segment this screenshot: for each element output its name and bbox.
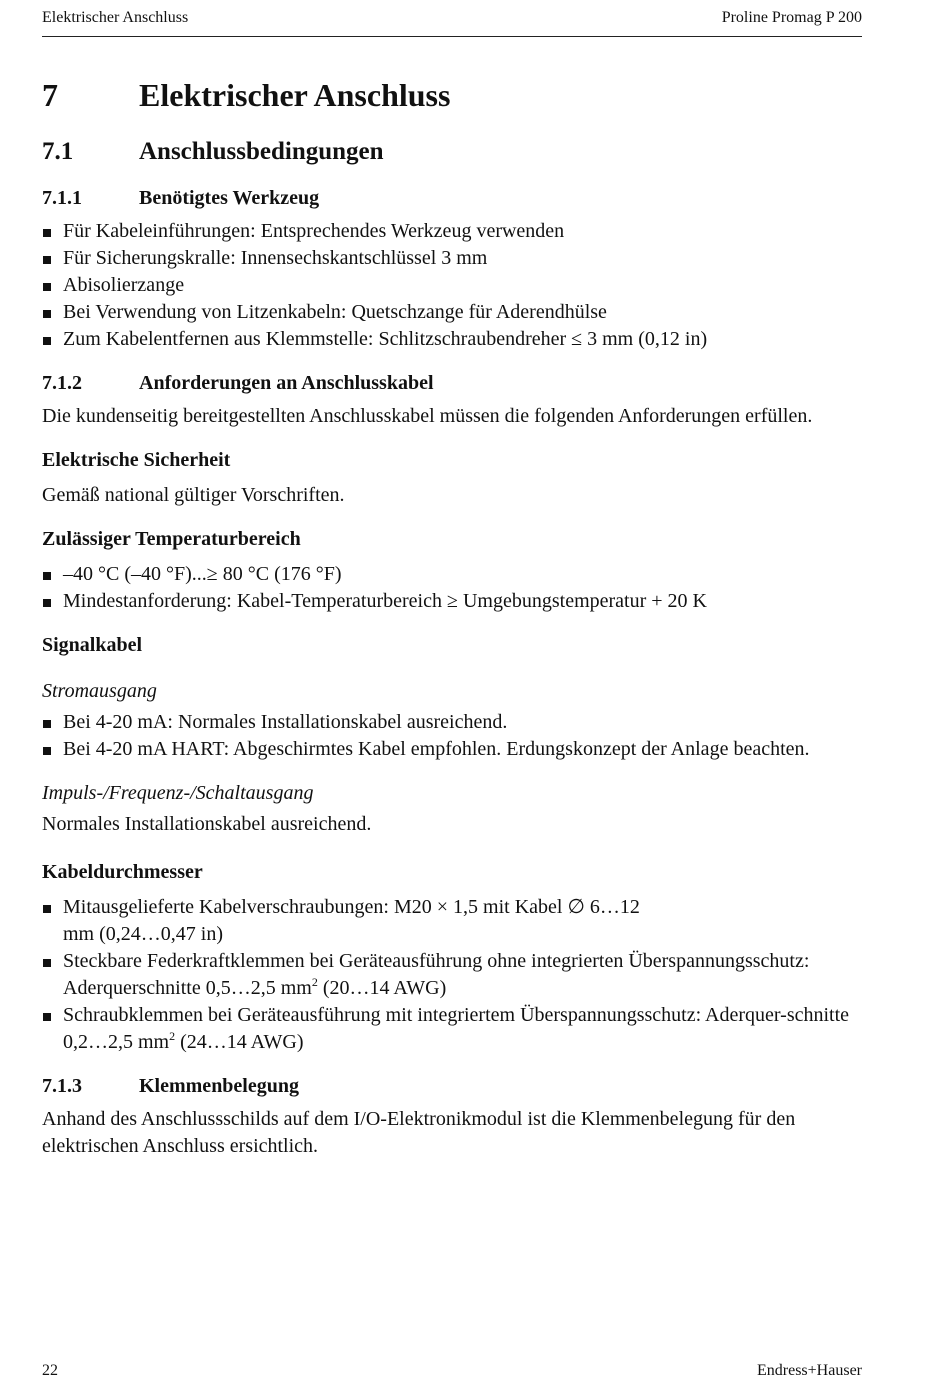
superscript: 2 [169,1029,176,1043]
safety-text: Gemäß national gültiger Vorschriften. [42,484,345,506]
section-heading [42,135,872,169]
list-item: Zum Kabelentfernen aus Klemmstelle: Schlitzschraubendreher ≤ 3 mm (0,12 in) [42,326,872,353]
cable-diameter-heading: Kabeldurchmesser [42,861,203,883]
header-product-name: Proline Promag P 200 [721,9,862,26]
item-text: (20…14 AWG) [317,977,447,999]
list-item [42,948,864,1002]
list-item: Bei 4-20 mA: Normales Installationskabel ausreichend. [42,709,872,736]
header-chapter-title: Elektrischer Anschluss [42,9,189,26]
list-item: Mindestanforderung: Kabel-Temperaturbereich ≥ Umgebungstemperatur + 20 K [42,588,872,615]
list-item: –40 °C (–40 °F)...≥ 80 °C (176 °F) [42,561,872,588]
subsection-heading-terminals [42,1072,872,1100]
chapter-heading [42,74,872,116]
list-item: Für Sicherungskralle: Innensechskantschlüssel 3 mm [42,245,872,272]
pulse-output-text: Normales Installationskabel ausreichend. [42,813,372,835]
cable-diameter-list [42,894,642,948]
list-item: Mitausgelieferte Kabelverschraubungen: M20 × 1,5 mit Kabel ∅ 6…12 mm (0,24…0,47 in) [42,894,642,948]
section-title: Anschlussbedingungen [139,138,384,165]
current-output-heading: Stromausgang [42,680,157,702]
item-text: (24…14 AWG) [175,1031,304,1053]
temperature-list [42,561,872,615]
subsection-heading-cables [42,369,872,397]
cables-intro: Die kundenseitig bereitgestellten Anschlusskabel müssen die folgenden Anforderungen erfüllen. [42,405,813,427]
subsection-title: Anforderungen an Anschlusskabel [139,372,434,394]
list-item: Bei 4-20 mA HART: Abgeschirmtes Kabel empfohlen. Erdungskonzept der Anlage beachten. [42,736,872,763]
list-item: Bei Verwendung von Litzenkabeln: Quetschzange für Aderendhülse [42,299,872,326]
item-text: Steckbare Federkraftklemmen bei Geräteausführung ohne integrierten Überspannungsschutz: Aderquerschnitte 0,5…2,5 mm [63,950,810,999]
subsection-title: Benötigtes Werkzeug [139,187,320,209]
pulse-output-heading: Impuls-/Frequenz-/Schaltausgang [42,782,314,804]
page-content [42,74,872,1176]
subsection-number: 7.1.2 [42,372,82,394]
terminal-assignment-text: Anhand des Anschlussschilds auf dem I/O-Elektronikmodul ist die Klemmenbelegung für den elektrischen Anschluss ersichtlich. [42,1108,796,1157]
subsection-heading-tools [42,184,872,212]
signal-cable-heading: Signalkabel [42,634,143,656]
chapter-number: 7 [42,77,58,113]
temperature-heading: Zulässiger Temperaturbereich [42,528,301,550]
page-number: 22 [42,1362,58,1379]
page-header [42,6,862,37]
list-item: Abisolierzange [42,272,872,299]
subsection-title: Klemmenbelegung [139,1075,299,1097]
section-number: 7.1 [42,138,74,165]
list-item [42,1002,864,1056]
brand-name: Endress+Hauser [757,1362,862,1379]
chapter-title: Elektrischer Anschluss [139,77,451,113]
list-item: Für Kabeleinführungen: Entsprechendes Werkzeug verwenden [42,218,872,245]
superscript: 2 [311,975,318,989]
tools-list [42,218,872,353]
subsection-number: 7.1.1 [42,187,82,209]
cable-diameter-list-cont [42,948,864,1056]
subsection-number: 7.1.3 [42,1075,82,1097]
current-output-list [42,709,872,763]
safety-heading: Elektrische Sicherheit [42,449,231,471]
item-text: Schraubklemmen bei Geräteausführung mit integriertem Überspannungsschutz: Aderquer-schnitte 0,2…2,5 mm [63,1004,850,1053]
